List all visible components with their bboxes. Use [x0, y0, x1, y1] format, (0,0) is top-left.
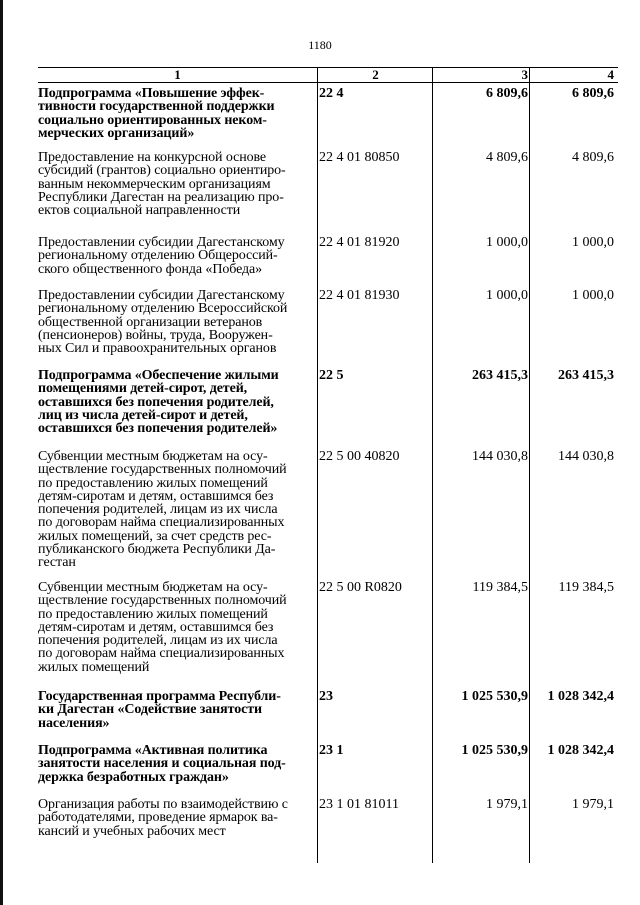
- row-amount-col4: 1 979,1: [572, 797, 614, 812]
- budget-table: [38, 67, 618, 903]
- page-number: 1180: [308, 38, 332, 52]
- table-row: [38, 798, 618, 838]
- row-code: 23 1: [318, 744, 433, 784]
- row-code: 23: [318, 690, 433, 730]
- row-amount-col4: 1 000,0: [572, 288, 614, 303]
- row-amount-col3: 1 025 530,9: [433, 744, 530, 784]
- row-amount-col4: 1 028 342,4: [547, 743, 614, 758]
- row-amount-col3: 1 000,0: [433, 289, 530, 355]
- row-amount-col4: 263 415,3: [558, 368, 614, 383]
- row-code: 22 5 00 R0820: [318, 581, 433, 674]
- row-amount-col3: 6 809,6: [433, 87, 530, 140]
- table-row: [38, 369, 618, 435]
- table-row: [38, 581, 618, 674]
- column-header-3: 3: [433, 68, 530, 82]
- row-amount-col4: 144 030,8: [558, 449, 614, 464]
- row-name: Подпрограмма «Обеспечение жилыми помещениями детей-сирот, детей, оставшихся без попечения родителей, лиц из числа детей-сирот и детей, оставшихся без попечения родителей»: [38, 369, 318, 435]
- row-amount-col4: 4 809,6: [572, 150, 614, 165]
- row-name: Предоставление на конкурсной основе субсидий (грантов) социально ориентиро- ванным некоммерческим организациям Республики Дагестан на реализацию про- ектов социальной направленности: [38, 151, 318, 217]
- column-header-4: 4: [607, 67, 614, 82]
- row-code: 22 4 01 80850: [318, 151, 433, 217]
- row-amount-col4: 6 809,6: [572, 86, 614, 101]
- row-name: Субвенции местным бюджетам на осу- ществление государственных полномочий по предоставлению жилых помещений детям-сиротам и детям, оставшимся без попечения родителей, лицам из их числа по договорам найма специализированных жилых помещений, за счет средств рес- публиканского бюджета Республики Да- гестан: [38, 450, 318, 570]
- column-header-1: 1: [38, 68, 318, 82]
- row-amount-col3: 1 000,0: [433, 236, 530, 276]
- row-amount-col3: 119 384,5: [433, 581, 530, 674]
- row-name: Подпрограмма «Повышение эффек- тивности государственной поддержки социально ориентированных неком- мерческих организаций»: [38, 87, 318, 140]
- row-code: 22 4: [318, 87, 433, 140]
- row-amount-col4: 119 384,5: [558, 580, 614, 595]
- row-amount-col3: 4 809,6: [433, 151, 530, 217]
- row-code: 22 4 01 81920: [318, 236, 433, 276]
- row-code: 22 5 00 40820: [318, 450, 433, 570]
- row-amount-col4: 1 000,0: [572, 235, 614, 250]
- table-row: [38, 289, 618, 355]
- table-row: [38, 744, 618, 784]
- row-name: Предоставлении субсидии Дагестанскому региональному отделению Общероссий- ского общественного фонда «Победа»: [38, 236, 318, 276]
- column-divider: [432, 83, 433, 863]
- table-row: [38, 151, 618, 217]
- row-name: Предоставлении субсидии Дагестанскому региональному отделению Всероссийской общественной организации ветеранов (пенсионеров) войны, труда, Вооружен- ных Сил и правоохранительных органов: [38, 289, 318, 355]
- row-amount-col3: 144 030,8: [433, 450, 530, 570]
- row-amount-col3: 1 979,1: [433, 798, 530, 838]
- row-name: Организация работы по взаимодействию с работодателями, проведение ярмарок ва- кансий и учебных рабочих мест: [38, 798, 318, 838]
- row-name: Подпрограмма «Активная политика занятости населения и социальная под- держка безработных граждан»: [38, 744, 318, 784]
- table-row: [38, 87, 618, 140]
- table-row: [38, 690, 618, 730]
- table-row: [38, 236, 618, 276]
- page-edge-shadow: [0, 0, 3, 905]
- column-header-2: 2: [318, 68, 433, 82]
- row-amount-col3: 1 025 530,9: [433, 690, 530, 730]
- column-divider: [317, 83, 318, 863]
- column-divider: [529, 83, 530, 863]
- table-header-row: [38, 67, 618, 83]
- row-amount-col3: 263 415,3: [433, 369, 530, 435]
- row-code: 23 1 01 81011: [318, 798, 433, 838]
- row-code: 22 5: [318, 369, 433, 435]
- row-name: Субвенции местным бюджетам на осу- ществление государственных полномочий по предоставлению жилых помещений детям-сиротам и детям, оставшимся без попечения родителей, лицам из их числа по договорам найма специализированных жилых помещений: [38, 581, 318, 674]
- row-amount-col4: 1 028 342,4: [547, 689, 614, 704]
- row-code: 22 4 01 81930: [318, 289, 433, 355]
- table-row: [38, 450, 618, 570]
- row-name: Государственная программа Республи- ки Дагестан «Содействие занятости населения»: [38, 690, 318, 730]
- table-body: [38, 83, 618, 903]
